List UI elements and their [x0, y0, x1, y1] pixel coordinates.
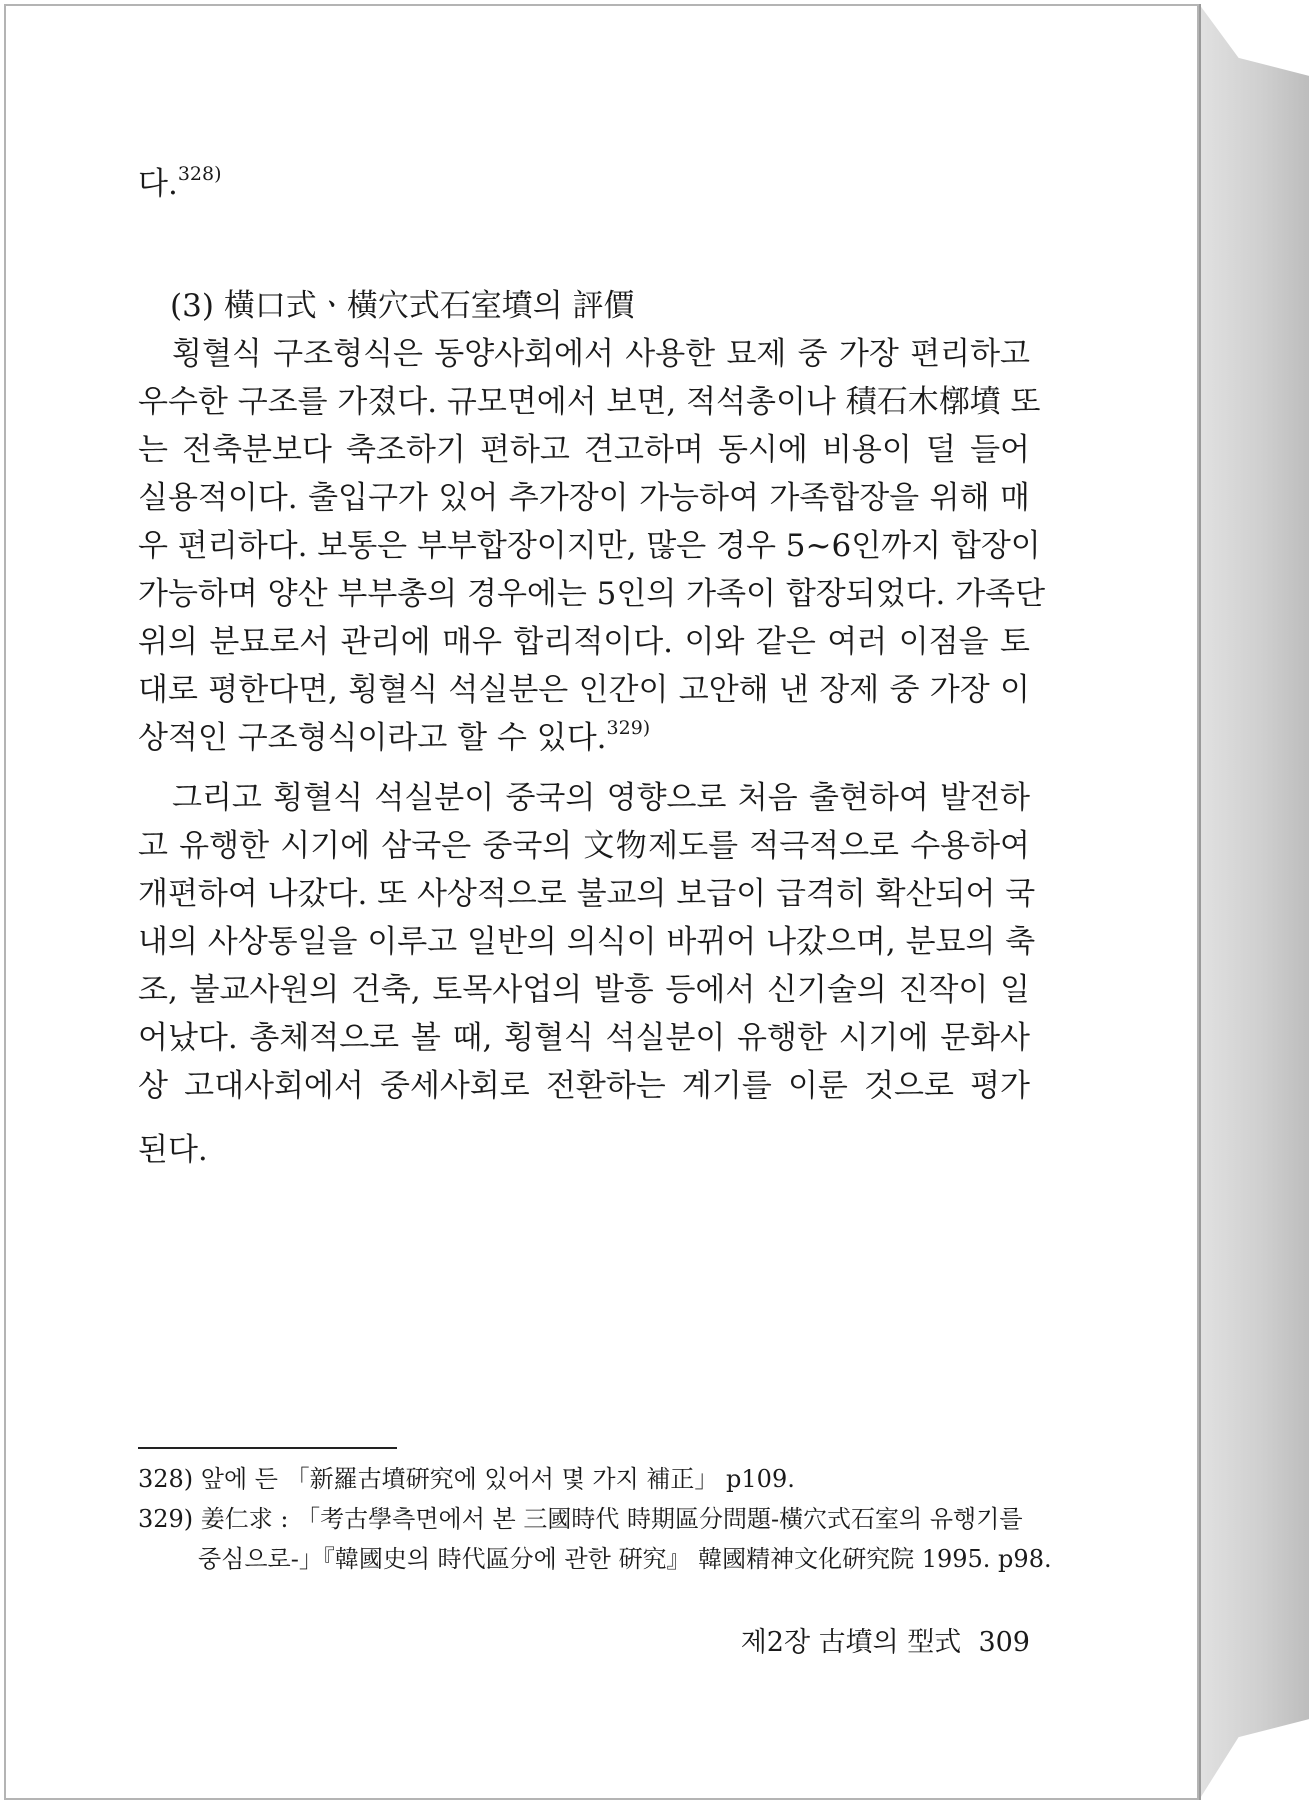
section-heading: (3) 橫口式ㆍ橫穴式石室墳의 評價	[170, 288, 635, 324]
page-edge-line	[1199, 4, 1201, 1800]
body-line: 우수한 구조를 가졌다. 규모면에서 보면, 적석총이나 積石木槨墳 또	[138, 384, 1041, 420]
page-stack-edge	[1199, 4, 1309, 1800]
footnote-ref: 329)	[606, 717, 651, 739]
opening-line	[138, 162, 1030, 206]
body-line-last	[138, 716, 1030, 760]
body-text: 상적인 구조형식이라고 할 수 있다.	[138, 720, 607, 756]
running-footer	[741, 1624, 1030, 1662]
body-line: 상 고대사회에서 중세사회로 전환하는 계기를 이룬 것으로 평가	[138, 1068, 1030, 1104]
body-line: 는 전축분보다 축조하기 편하고 견고하며 동시에 비용이 덜 들어	[138, 432, 1030, 468]
body-line: 어났다. 총체적으로 볼 때, 횡혈식 석실분이 유행한 시기에 문화사	[138, 1020, 1030, 1056]
body-line: 그리고 횡혈식 석실분이 중국의 영향으로 처음 출현하여 발전하	[172, 780, 1030, 816]
body-line-last: 된다.	[138, 1132, 208, 1168]
chapter-title: 제2장 古墳의 型式	[740, 1627, 962, 1658]
opening-text: 다.	[138, 166, 178, 202]
body-line: 횡혈식 구조형식은 동양사회에서 사용한 묘제 중 가장 편리하고	[172, 336, 1030, 372]
footnote-328: 328) 앞에 든 「新羅古墳硏究에 있어서 몇 가지 補正」 p109.	[138, 1465, 795, 1493]
footnote-divider	[138, 1447, 397, 1449]
body-line: 실용적이다. 출입구가 있어 추가장이 가능하여 가족합장을 위해 매	[138, 480, 1030, 516]
body-line: 내의 사상통일을 이루고 일반의 의식이 바뀌어 나갔으며, 분묘의 축	[138, 924, 1036, 960]
body-line: 대로 평한다면, 횡혈식 석실분은 인간이 고안해 낸 장제 중 가장 이	[138, 672, 1030, 708]
page-number: 309	[978, 1627, 1030, 1658]
body-line: 가능하며 양산 부부총의 경우에는 5인의 가족이 합장되었다. 가족단	[138, 576, 1046, 612]
body-line: 위의 분묘로서 관리에 매우 합리적이다. 이와 같은 여러 이점을 토	[138, 624, 1030, 660]
body-line: 개편하여 나갔다. 또 사상적으로 불교의 보급이 급격히 확산되어 국	[138, 876, 1036, 912]
footnote-329: 329) 姜仁求 : 「考古學측면에서 본 三國時代 時期區分問題-橫穴式石室의 유행기를	[138, 1505, 1023, 1533]
body-line: 조, 불교사원의 건축, 토목사업의 발흥 등에서 신기술의 진작이 일	[138, 972, 1030, 1008]
body-line: 우 편리하다. 보통은 부부합장이지만, 많은 경우 5~6인까지 합장이	[138, 528, 1041, 564]
body-line: 고 유행한 시기에 삼국은 중국의 文物제도를 적극적으로 수용하여	[138, 828, 1030, 864]
footnote-329-continuation: 중심으로-」『韓國史의 時代區分에 관한 硏究』 韓國精神文化硏究院 1995. p98.	[198, 1545, 1052, 1573]
footnote-ref: 328)	[177, 163, 222, 185]
